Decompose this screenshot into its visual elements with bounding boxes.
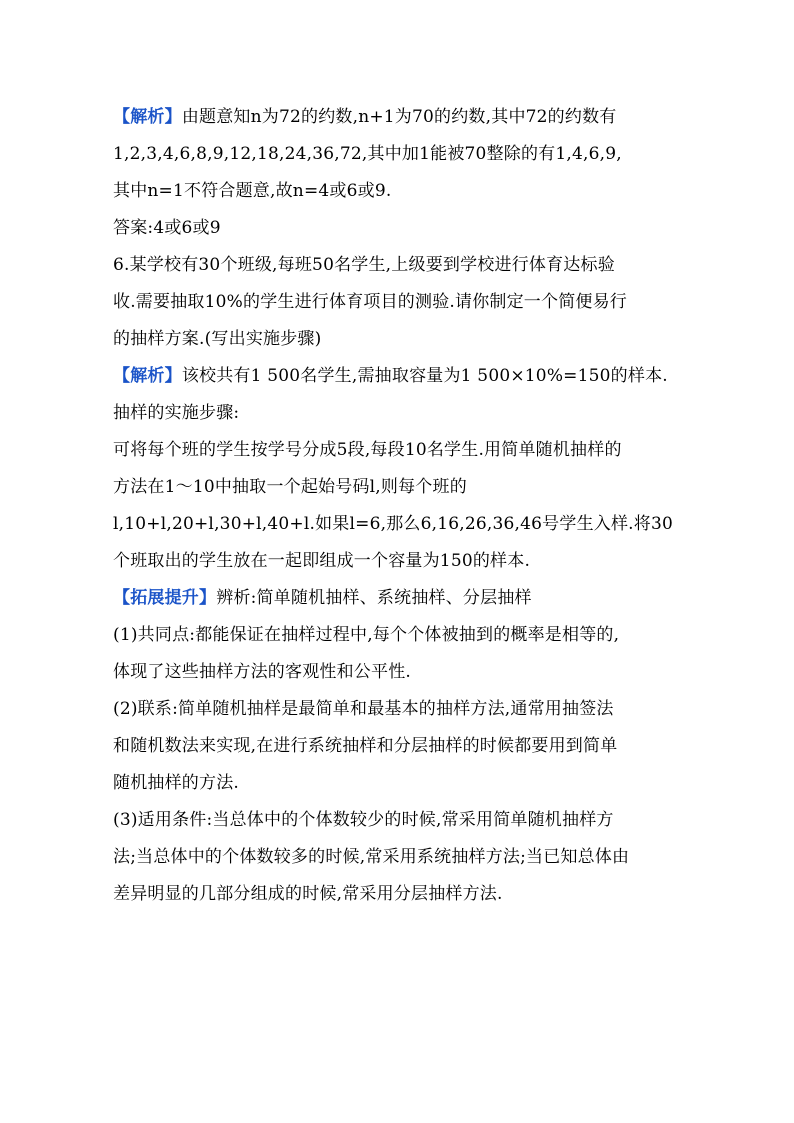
text-line-13 <box>113 543 693 579</box>
extension-line <box>113 580 693 616</box>
text-line-19 <box>113 765 693 801</box>
line-text: 该校共有1 500名学生,需抽取容量为1 500×10%=150的样本. <box>181 366 668 386</box>
solution-line-1 <box>113 99 693 135</box>
solution-tag: 【解析】 <box>113 107 182 127</box>
line-text: l,10+l,20+l,30+l,40+l.如果l=6,那么6,16,26,36,46号学生入样.将30 <box>113 514 674 534</box>
line-text: 6.某学校有30个班级,每班50名学生,上级要到学校进行体育达标验 <box>113 255 615 275</box>
text-line-21 <box>113 839 693 875</box>
line-text: (3)适用条件:当总体中的个体数较少的时候,常采用简单随机抽样方 <box>113 810 614 830</box>
line-text: 由题意知n为72的约数,n+1为70的约数,其中72的约数有 <box>181 107 617 127</box>
solution-tag: 【解析】 <box>113 366 182 386</box>
text-line-15 <box>113 617 693 653</box>
line-text: 答案:4或6或9 <box>113 218 221 238</box>
extension-tag: 【拓展提升】 <box>113 588 217 608</box>
question-6-line-1 <box>113 247 693 283</box>
text-line-12 <box>113 506 693 542</box>
solution-line-2 <box>113 358 693 394</box>
line-text: 的抽样方案.(写出实施步骤) <box>113 329 322 349</box>
line-text: 收.需要抽取10%的学生进行体育项目的测验.请你制定一个简便易行 <box>113 292 627 312</box>
line-text: 其中n=1不符合题意,故n=4或6或9. <box>113 181 392 201</box>
line-text: 随机抽样的方法. <box>113 773 240 793</box>
line-text: (1)共同点:都能保证在抽样过程中,每个个体被抽到的概率是相等的, <box>113 625 620 645</box>
text-line-18 <box>113 728 693 764</box>
answer-line <box>113 210 693 246</box>
question-6-line-2 <box>113 284 693 320</box>
line-text: 法;当总体中的个体数较多的时候,常采用系统抽样方法;当已知总体由 <box>113 847 630 867</box>
text-line-22 <box>113 876 693 912</box>
line-text: 方法在1～10中抽取一个起始号码l,则每个班的 <box>113 477 467 497</box>
text-line-2 <box>113 136 693 172</box>
line-text: 可将每个班的学生按学号分成5段,每段10名学生.用简单随机抽样的 <box>113 440 622 460</box>
line-text: (2)联系:简单随机抽样是最简单和最基本的抽样方法,通常用抽签法 <box>113 699 614 719</box>
line-text: 和随机数法来实现,在进行系统抽样和分层抽样的时候都要用到简单 <box>113 736 618 756</box>
text-line-10 <box>113 432 693 468</box>
text-line-11 <box>113 469 693 505</box>
text-line-9 <box>113 395 693 431</box>
text-line-16 <box>113 654 693 690</box>
line-text: 体现了这些抽样方法的客观性和公平性. <box>113 662 412 682</box>
line-text: 抽样的实施步骤: <box>113 403 240 423</box>
line-text: 1,2,3,4,6,8,9,12,18,24,36,72,其中加1能被70整除的有1,4,6,9, <box>113 144 622 164</box>
question-6-line-3 <box>113 321 693 357</box>
line-text: 差异明显的几部分组成的时候,常采用分层抽样方法. <box>113 884 503 904</box>
line-text: 辨析:简单随机抽样、系统抽样、分层抽样 <box>216 588 532 608</box>
text-line-17 <box>113 691 693 727</box>
text-line-3 <box>113 173 693 209</box>
text-line-20 <box>113 802 693 838</box>
line-text: 个班取出的学生放在一起即组成一个容量为150的样本. <box>113 551 531 571</box>
